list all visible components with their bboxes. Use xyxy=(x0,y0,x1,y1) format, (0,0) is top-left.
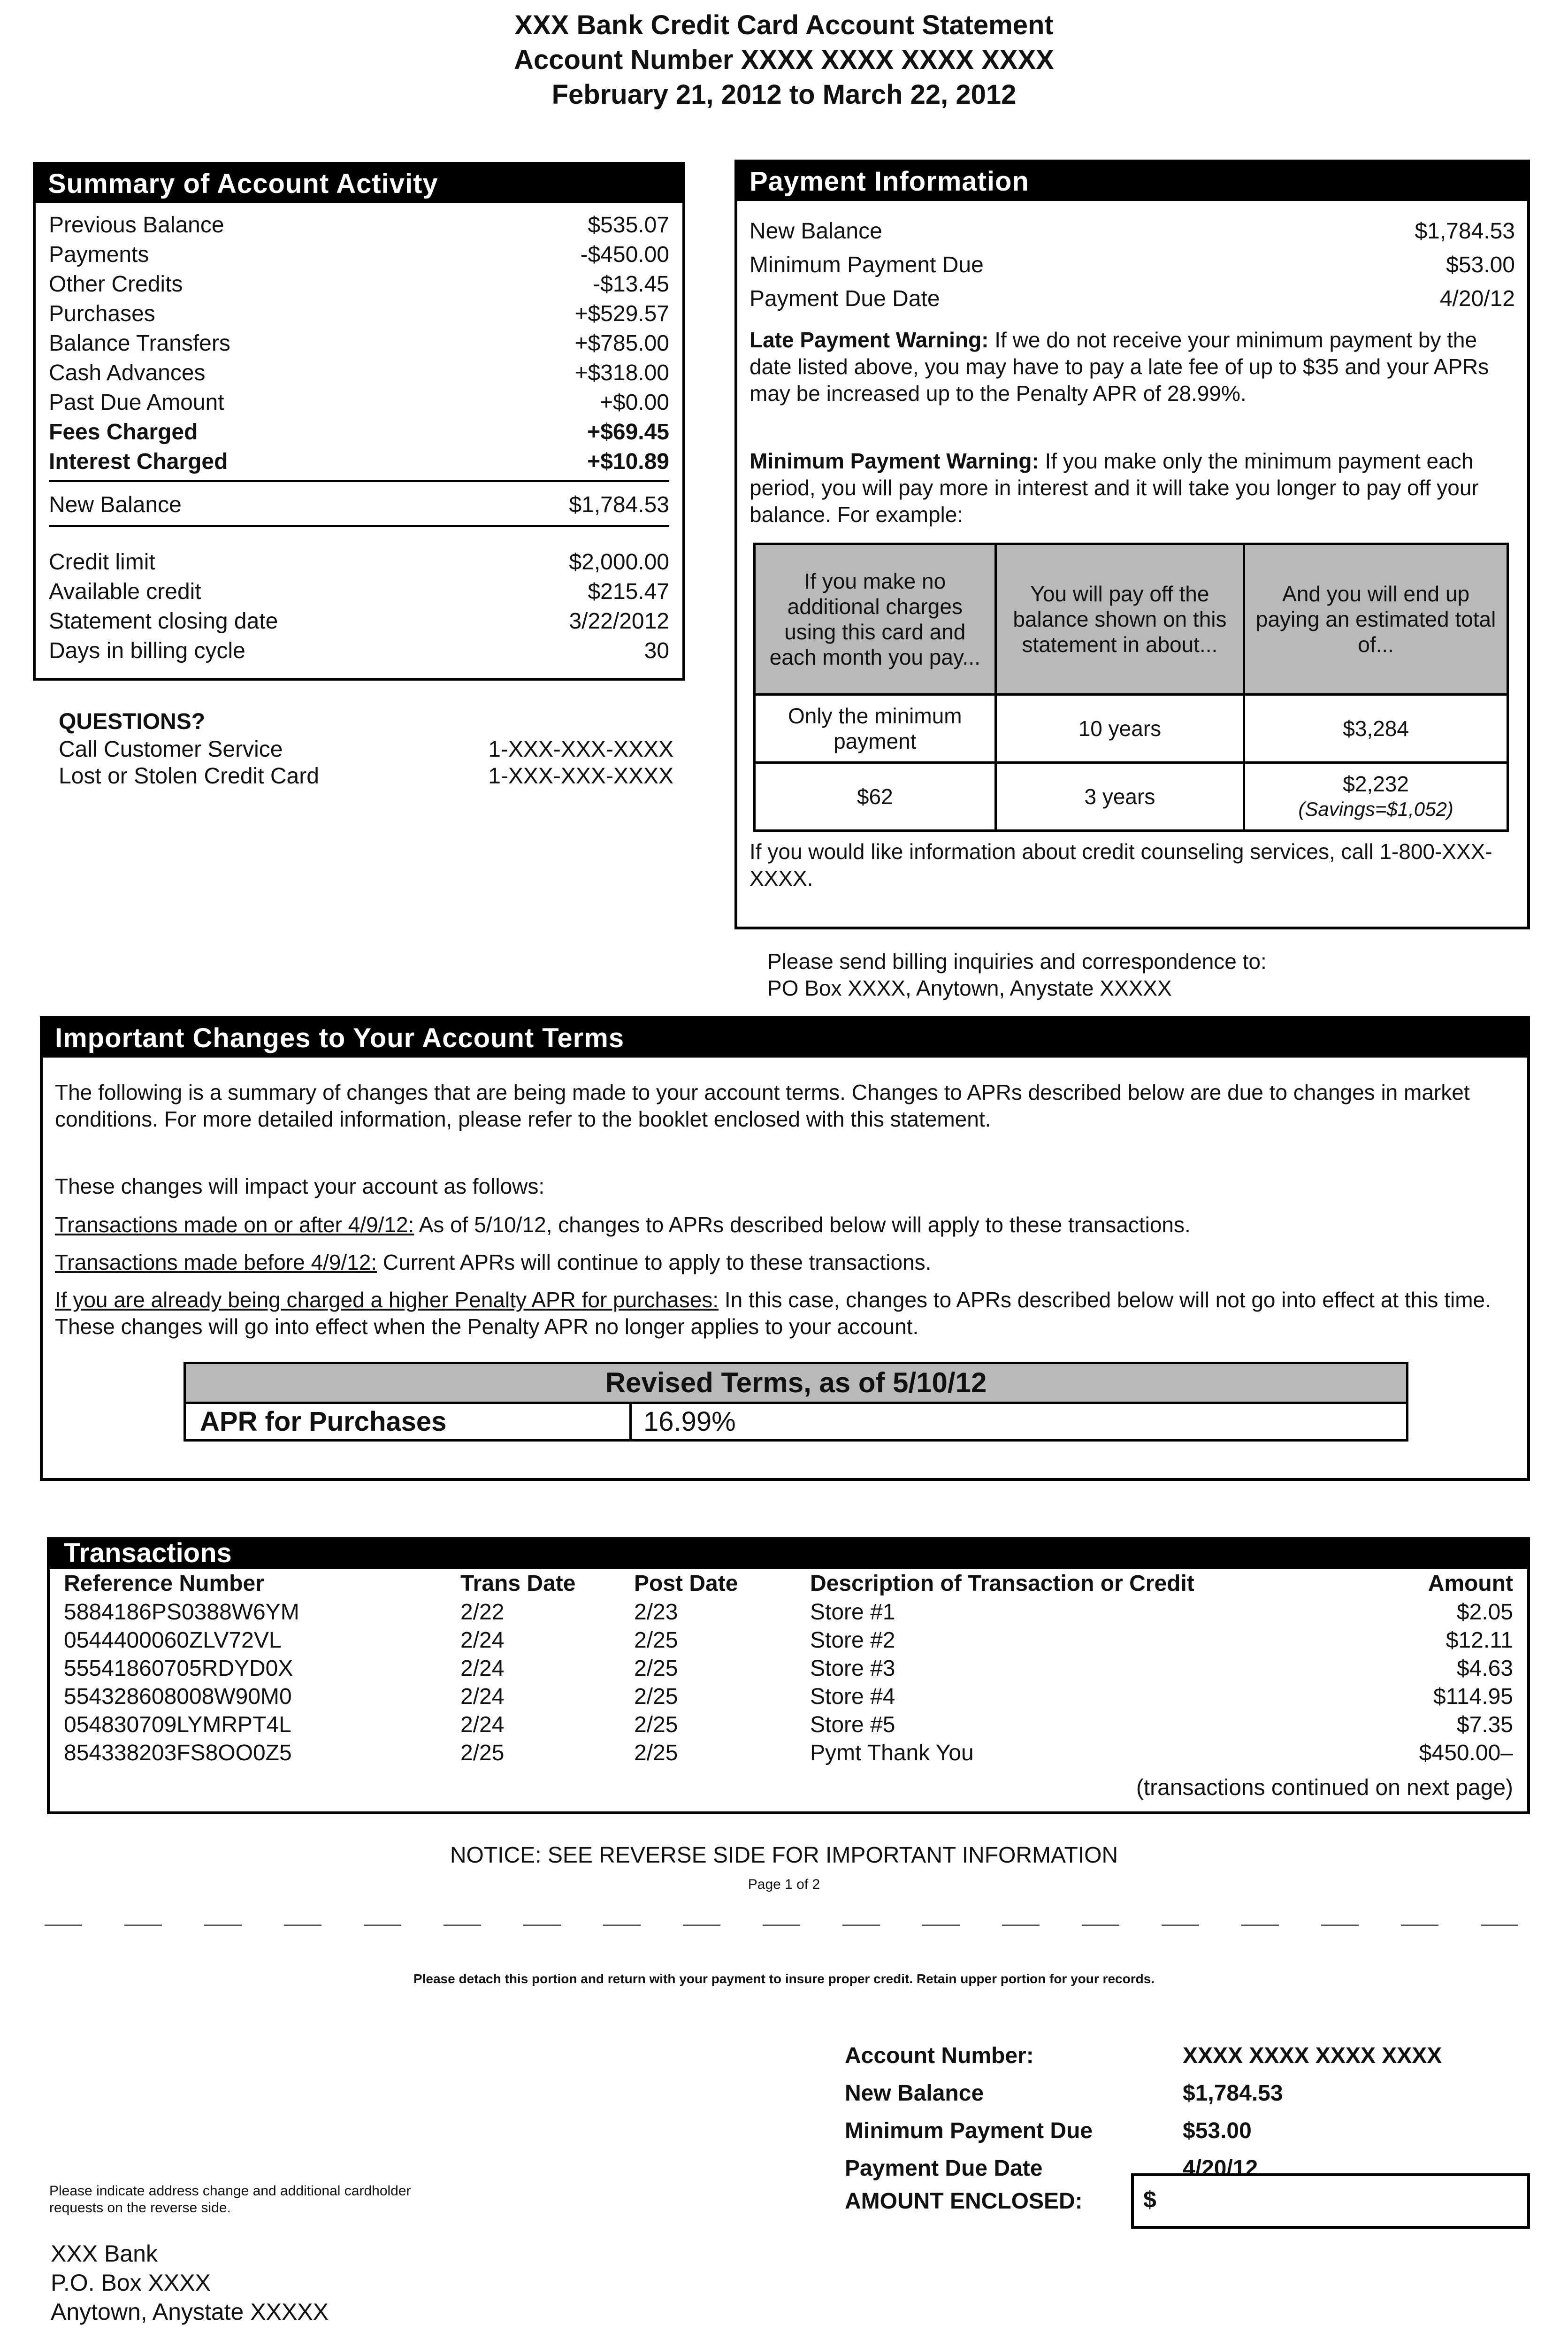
changes-title: Important Changes to Your Account Terms xyxy=(43,1019,1527,1058)
statement-period: February 21, 2012 to March 22, 2012 xyxy=(551,79,1017,110)
summary-divider xyxy=(49,480,669,482)
col-header-reference: Reference Number xyxy=(64,1571,264,1596)
page-number: Page 1 of 2 xyxy=(748,1877,820,1892)
changes-intro: The following is a summary of changes that are being made to your account terms. Changes to APRs described below are due to changes in market conditions. For more detailed information, please refer to the booklet enclosed with this statement. xyxy=(55,1080,1470,1131)
table-header: You will pay off the balance shown on this statement in about... xyxy=(995,544,1244,695)
coupon-labels: Account Number: New Balance Minimum Payment Due Payment Due Date xyxy=(845,2043,1093,2181)
table-header: And you will end up paying an estimated total of... xyxy=(1244,544,1508,695)
summary-box xyxy=(33,162,685,681)
summary-list: Previous Balance $535.07 Payments -$450.00 Other Credits -$13.45 Purchases +$529.57 Balance Transfers +$785.00 Cash Advances +$318.00 Past Due Amount +$0.00 Fees Charged +$69.45 Interest Charged +$10.89 New Balance $1,784.53 Credit limit $2,000.00 Available credit $215.47 Statement closing date 3/22/2012 Days in billing cycle 30 xyxy=(49,213,669,663)
summary-divider xyxy=(49,525,669,527)
table-row: 5884186PS0388W6YM 2/22 2/23 Store #1 $2.05 xyxy=(64,1600,1513,1625)
change-item: Transactions made before 4/9/12: Current APRs will continue to apply to these transactions. xyxy=(55,1250,932,1274)
savings-cell: $2,232 (Savings=$1,052) xyxy=(1244,763,1508,831)
table-row: 854338203FS8OO0Z5 2/25 2/25 Pymt Thank You $450.00– xyxy=(64,1741,1513,1765)
coupon-values: XXXX XXXX XXXX XXXX $1,784.53 $53.00 4/20/12 xyxy=(1183,2043,1442,2181)
reverse-side-notice: NOTICE: SEE REVERSE SIDE FOR IMPORTANT INFORMATION xyxy=(450,1843,1118,1868)
apr-purchases-value: 16.99% xyxy=(643,1406,736,1437)
revised-terms-table xyxy=(184,1362,1408,1442)
credit-counseling-text: If you would like information about credit counseling services, call 1-800-XXX-XXXX. xyxy=(750,839,1492,890)
revised-terms-divider xyxy=(629,1404,632,1439)
late-payment-warning: Late Payment Warning: If we do not receive your minimum payment by the date listed above, you may have to pay a late fee of up to $35 and your APRs may be increased up to the Penalty APR of 28.99%. xyxy=(750,328,1489,406)
table-row: 55541860705RDYD0X 2/24 2/25 Store #3 $4.63 xyxy=(64,1656,1513,1681)
apr-purchases-label: APR for Purchases xyxy=(200,1406,447,1437)
transactions-continued: (transactions continued on next page) xyxy=(1136,1775,1513,1800)
questions-title: QUESTIONS? xyxy=(59,709,206,734)
changes-box xyxy=(40,1016,1530,1481)
statement-title: XXX Bank Credit Card Account Statement xyxy=(514,10,1054,40)
table-row: 554328608008W90M0 2/24 2/25 Store #4 $114.95 xyxy=(64,1684,1513,1709)
revised-terms-title: Revised Terms, as of 5/10/12 xyxy=(186,1364,1406,1404)
amount-enclosed-label: AMOUNT ENCLOSED: xyxy=(845,2189,1083,2214)
address-change-note: Please indicate address change and additional cardholder requests on the reverse side. xyxy=(49,2183,411,2216)
transactions-box xyxy=(47,1537,1530,1814)
payment-title: Payment Information xyxy=(737,162,1527,201)
table-row: Only the minimum payment 10 years $3,284 xyxy=(755,695,1508,763)
payment-box: Payment Information New Balance $1,784.53 Minimum Payment Due $53.00 Payment Due Date 4/20/12 Late Payment Warning: If we do not receive your minimum payment by the date listed above, you may have to pay a late fee of up to $35 and your APRs may be increased up to the Penalty APR of 28.99%. Minimum Payment Warning: If you make only the minimum payment each period, you will pay more in interest and it will take you longer to pay off your balance. For example: If you make no additional charges using this card and each month you pay... You will pay off the balance shown on this statement in about... And you will end up paying an estimated total of... Only the minimum payment 10 years $3,284 $62 3 years $2,232 (Savings=$1,052) If you would like information about credit counseling services, call 1-800-XXX-XXXX. xyxy=(734,160,1530,929)
col-header-post-date: Post Date xyxy=(634,1571,738,1596)
table-row: $62 3 years $2,232 (Savings=$1,052) xyxy=(755,763,1508,831)
transactions-title: Transactions xyxy=(50,1537,1527,1569)
col-header-trans-date: Trans Date xyxy=(460,1571,576,1596)
changes-impact: These changes will impact your account as follows: xyxy=(55,1174,545,1198)
bank-address: XXX Bank P.O. Box XXXX Anytown, Anystate XXXXX xyxy=(51,2240,329,2325)
col-header-amount: Amount xyxy=(1428,1571,1513,1596)
detach-line xyxy=(45,1925,1523,1929)
detach-instructions: Please detach this portion and return with your payment to insure proper credit. Retain upper portion for your records. xyxy=(413,1971,1155,1986)
minimum-payment-warning: Minimum Payment Warning: If you make only the minimum payment each period, you will pay more in interest and it will take you longer to pay off your balance. For example: xyxy=(750,449,1479,527)
col-header-description: Description of Transaction or Credit xyxy=(810,1571,1194,1596)
summary-title: Summary of Account Activity xyxy=(36,165,682,203)
change-item: If you are already being charged a higher Penalty APR for purchases: In this case, changes to APRs described below will not go into effect at this time. These changes will go into effect when the Penalty APR no longer applies to your account. xyxy=(55,1288,1491,1339)
change-item: Transactions made on or after 4/9/12: As of 5/10/12, changes to APRs described below will apply to these transactions. xyxy=(55,1212,1191,1237)
billing-inquiries: Please send billing inquiries and correspondence to: PO Box XXXX, Anytown, Anystate XXXXX xyxy=(767,949,1267,1000)
table-row: 054830709LYMRPT4L 2/24 2/25 Store #5 $7.35 xyxy=(64,1712,1513,1737)
account-number-title: Account Number XXXX XXXX XXXX XXXX xyxy=(514,45,1054,75)
table-header-row xyxy=(755,544,1508,695)
amount-enclosed-field[interactable]: $ xyxy=(1131,2173,1530,2229)
table-header: If you make no additional charges using this card and each month you pay... xyxy=(755,544,996,695)
transactions-list xyxy=(64,1598,1513,1767)
minimum-payment-table xyxy=(753,543,1509,832)
table-row: 0544400060ZLV72VL 2/24 2/25 Store #2 $12.11 xyxy=(64,1628,1513,1653)
